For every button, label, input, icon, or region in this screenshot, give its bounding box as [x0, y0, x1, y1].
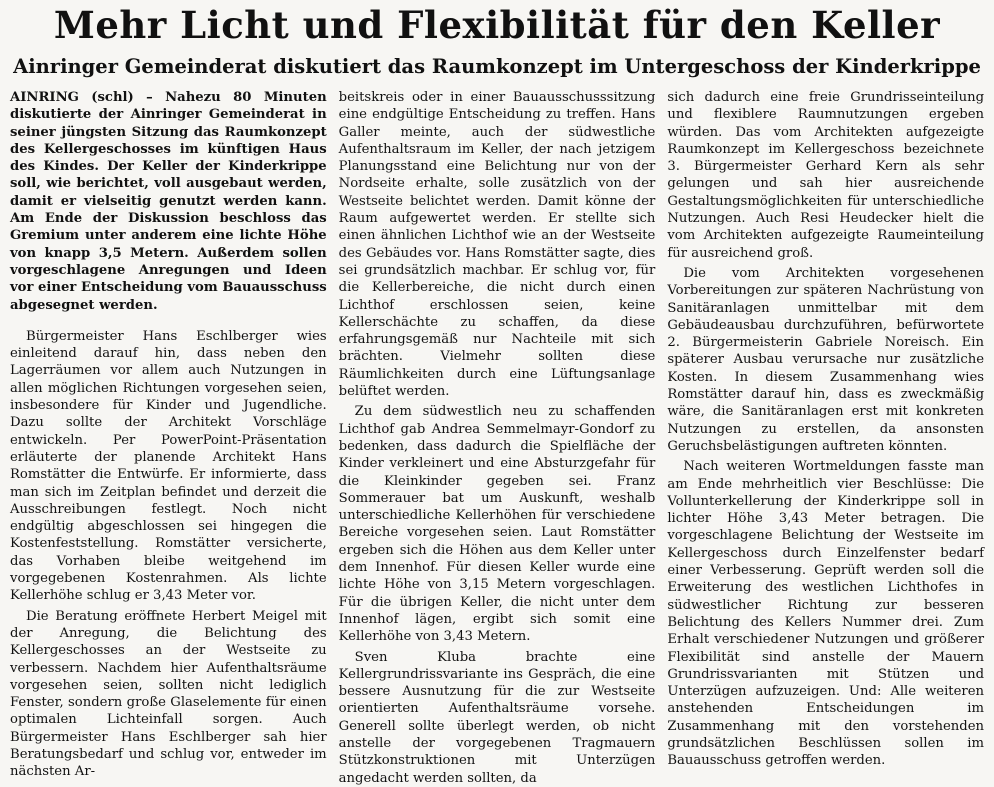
article-columns [6, 89, 988, 787]
paragraph: Die Beratung eröffnete Herbert Meigel mit der Anregung, die Belichtung des Kellergeschosses an der Westseite zu verbessern. Nachdem hier Aufenthaltsräume vorgesehen seien, sollten nicht lediglich Fenster, sondern große Glaselemente für einen optimalen Lichteinfall sorgen. Auch Bürgermeister Hans Eschlberger sah hier Beratungsbedarf und schlug vor, entweder im nächsten Ar- [10, 608, 327, 780]
paragraph: Nach weiteren Wortmeldungen fasste man am Ende mehrheitlich vier Beschlüsse: Die Vollunterkellerung der Kinderkrippe soll in lichter Höhe 3,43 Meter betragen. Die vorgeschlagene Belichtung der Westseite im Kellergeschoss durch Einzelfenster bedarf einer Verbesserung. Geprüft werden soll die Erweiterung des westlichen Lichthofes in südwestlicher Richtung zur besseren Belichtung des Kellers Nummer drei. Zum Erhalt verschiedener Nutzungen und größerer Flexibilität sind anstelle der Mauern Grundrissvarianten mit Stützen und Unterzügen aufzuzeigen. Und: Alle weiteren anstehenden Entscheidungen im Zusammenhang mit den vorstehenden grundsätzlichen Beschlüssen sollen im Bauausschuss getroffen werden. [667, 459, 985, 769]
paragraph: Zu dem südwestlich neu zu schaffenden Lichthof gab Andrea Semmelmayr-Gondorf zu bedenken, dass dadurch die Spielfläche der Kinder verkleinert und eine Absturzgefahr für die Kleinkinder gegeben sei. Franz Sommerauer bat um Auskunft, weshalb unterschiedliche Kellerhöhen für verschiedene Bereiche vorgesehen seien. Laut Romstätter ergeben sich die Höhen aus dem Keller unter dem Innenhof. Für diesen Keller wurde eine lichte Höhe von 3,15 Metern vorgeschlagen. Für die übrigen Keller, die nicht unter dem Innenhof lägen, ergibt sich somit eine Kellerhöhe von 3,43 Metern. [338, 404, 656, 645]
paragraph: Bürgermeister Hans Eschlberger wies einleitend darauf hin, dass neben den Lagerräumen vor allem auch Nutzungen in allen möglichen Richtungen vorgesehen seien, insbesondere für Kinder und Jugendliche. Dazu sollte der Architekt Vorschläge entwickeln. Per PowerPoint-Präsentation erläuterte der planende Architekt Hans Romstätter die Entwürfe. Er informierte, dass man sich im Zeitplan befindet und derzeit die Ausschreibungen festlegt. Noch nicht endgültig abgeschlossen sei hingegen die Kostenfeststellung. Romstätter versicherte, das Vorhaben bleibe weitgehend im vorgegebenen Kostenrahmen. Als lichte Kellerhöhe schlug er 3,43 Meter vor. [10, 328, 327, 604]
column-1 [10, 89, 327, 787]
paragraph: Die vom Architekten vorgesehenen Vorbereitungen zur späteren Nachrüstung von Sanitäranlagen unmittelbar mit dem Gebäudeausbau durchzuführen, befürwortete 2. Bürgermeisterin Gabriele Noreisch. Ein späterer Ausbau verursache nur zusätzliche Kosten. In diesem Zusammenhang wies Romstätter darauf hin, dass es zweckmäßig wäre, die Sanitäranlagen erst mit konkreten Nutzungen zu erstellen, da ansonsten Geruchsbelästigungen auftreten könnten. [667, 265, 985, 454]
article-subheadline: Ainringer Gemeinderat diskutiert das Raumkonzept im Untergeschoss der Kinderkrippe [13, 55, 981, 78]
paragraph: beitskreis oder in einer Bauausschusssitzung eine endgültige Entscheidung zu treffen. Hans Galler meinte, auch der südwestliche Aufenthaltsraum im Keller, der nach jetzigem Planungsstand eine Belichtung nur von der Nordseite erhalte, solle zusätzlich von der Westseite belichtet werden. Damit könne der Raum aufgewertet werden. Er stellte sich einen ähnlichen Lichthof wie an der Westseite des Gebäudes vor. Hans Romstätter sagte, dies sei grundsätzlich machbar. Er schlug vor, für die Kellerbereiche, die nicht durch einen Lichthof erschlossen seien, keine Kellerschächte zu schaffen, da diese erfahrungsgemäß nur Nachteile mit sich brächten. Vielmehr sollten diese Räumlichkeiten durch eine Lüftungsanlage belüftet werden. [338, 90, 656, 400]
column-3 [667, 89, 984, 787]
article-lead: AINRING (schl) – Nahezu 80 Minuten diskutierte der Ainringer Gemeinderat in seiner jüngsten Sitzung das Raumkonzept des Kellergeschosses im künftigen Haus des Kindes. Der Keller der Kinderkrippe soll, wie berichtet, voll ausgebaut werden, damit er vielseitig genutzt werden kann. Am Ende der Diskussion beschloss das Gremium unter anderem eine lichte Höhe von knapp 3,5 Metern. Außerdem sollen vorgeschlagene Anregungen und Ideen vor einer Entscheidung vom Bauausschuss abgesegnet werden. [10, 90, 327, 313]
article-headline: Mehr Licht und Flexibilität für den Keller [53, 3, 941, 47]
column-2 [339, 89, 656, 787]
paragraph: sich dadurch eine freie Grundrisseinteilung und flexiblere Raumnutzungen ergeben würden. Das vom Architekten aufgezeigte Raumkonzept im Kellergeschoss bezeichnete 3. Bürgermeister Gerhard Kern als sehr gelungen und sah hier ausreichende Gestaltungsmöglichkeiten für unterschiedliche Nutzungen. Auch Resi Heudecker hielt die vom Architekten aufgezeigte Raumeinteilung für ausreichend groß. [667, 90, 985, 261]
paragraph: Sven Kluba brachte eine Kellergrundrissvariante ins Gespräch, die eine bessere Ausnutzung für die zur Westseite orientierten Aufenthaltsräume vorsehe. Generell sollte überlegt werden, ob nicht anstelle der vorgegebenen Tragmauern Stützkonstruktionen mit Unterzügen angedacht werden sollten, da [338, 649, 656, 786]
